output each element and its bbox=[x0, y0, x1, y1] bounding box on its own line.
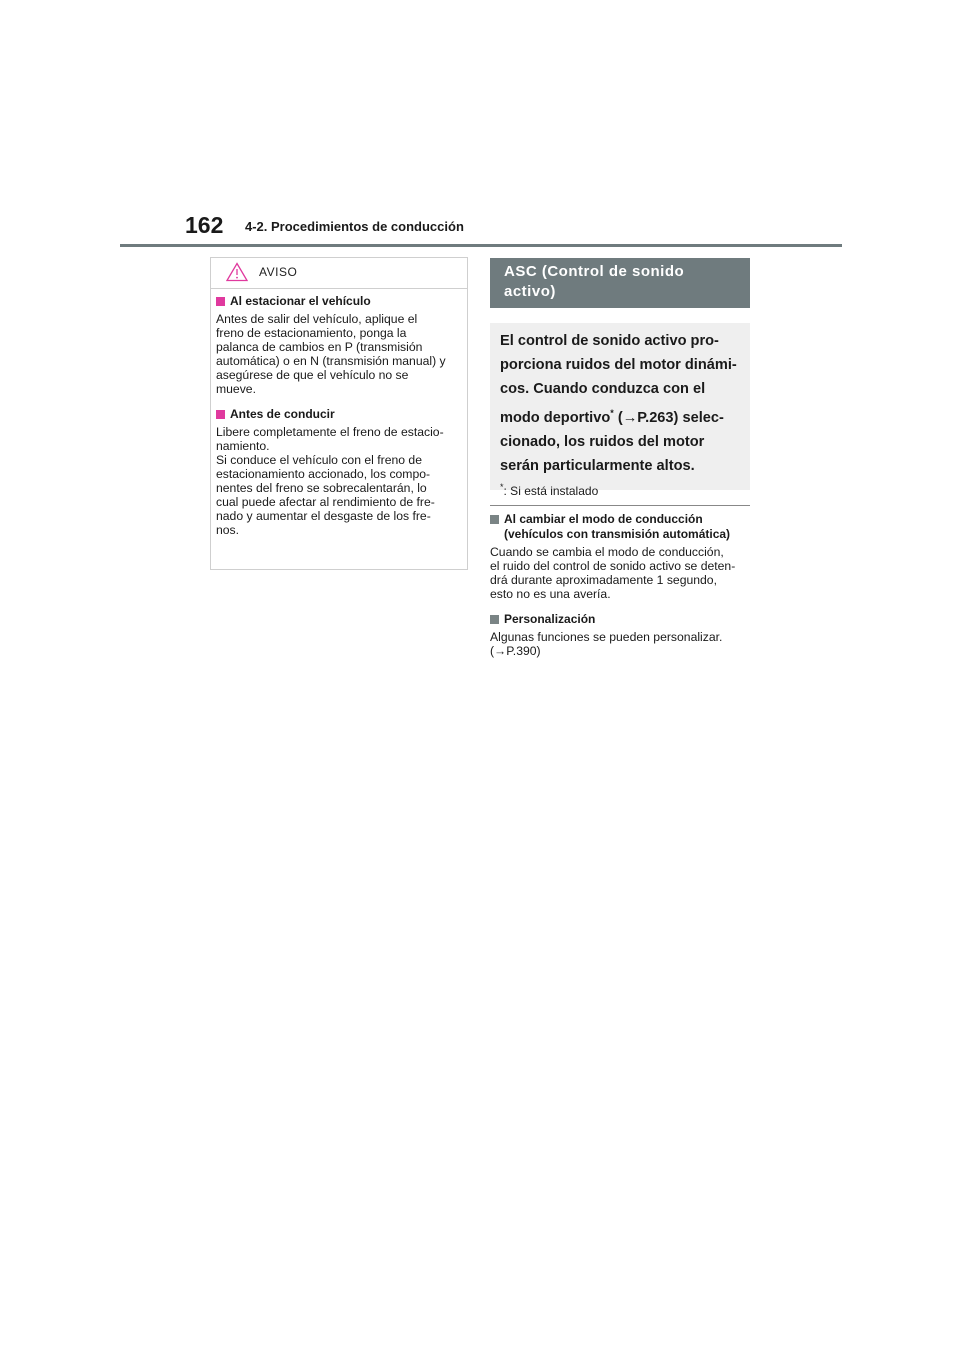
heading-driving-mode: Al cambiar el modo de conducción (vehículos con transmisión automática) bbox=[490, 512, 752, 542]
warning-body bbox=[211, 289, 467, 537]
asc-intro-box bbox=[490, 323, 750, 498]
warning-heading-driving: Antes de conducir bbox=[216, 407, 462, 422]
section-divider bbox=[490, 505, 750, 506]
asc-title-line1: ASC (Control de sonido bbox=[504, 263, 685, 280]
square-bullet-icon bbox=[216, 410, 225, 419]
warning-text-driving: Libere completamente el freno de estacio- namiento. Si conduce el vehículo con el freno de estacionamiento accionado, los compo- nentes del freno se sobrecalentarán, lo cual puede afectar al rendimiento de fre- nado y aumentar el desgaste de los fre- nos. bbox=[216, 425, 444, 537]
warning-heading-parking: Al estacionar el vehículo bbox=[216, 294, 462, 309]
warning-box bbox=[210, 257, 468, 570]
chapter-title: 4-2. Procedimientos de conducción bbox=[245, 219, 464, 234]
square-bullet-icon bbox=[490, 515, 499, 524]
warning-header bbox=[211, 258, 467, 289]
footnote-star: * bbox=[610, 408, 614, 418]
warning-label: AVISO bbox=[259, 265, 298, 279]
asc-details bbox=[490, 510, 752, 658]
header-divider bbox=[120, 244, 842, 247]
square-bullet-icon bbox=[490, 615, 499, 624]
heading-personalization: Personalización bbox=[490, 612, 752, 627]
warning-text-parking: Antes de salir del vehículo, aplique el freno de estacionamiento, ponga la palanca de cambios en P (transmisión automática) o en N (transmisión manual) y asegúrese de que el vehículo no se mueve. bbox=[216, 312, 446, 396]
square-bullet-icon bbox=[216, 297, 225, 306]
asc-section-header bbox=[490, 258, 750, 308]
text-driving-mode: Cuando se cambia el modo de conducción, el ruido del control de sonido activo se deten- drá durante aproximadamente 1 segundo, esto no es una avería. bbox=[490, 545, 736, 601]
page-number: 162 bbox=[185, 212, 224, 238]
warning-triangle-icon bbox=[226, 262, 248, 282]
asc-title-line2: activo) bbox=[504, 283, 556, 300]
text-personalization: Algunas funciones se pueden personalizar. (→P.390) bbox=[490, 630, 723, 658]
asc-intro-text: El control de sonido activo pro- porciona ruidos del motor dinámi- cos. Cuando conduzca con el modo deportivo* (→P.263) selec- cionado, los ruidos del motor serán particularmente altos. bbox=[500, 333, 737, 474]
asc-footnote: *: Si está instalado bbox=[500, 481, 599, 498]
